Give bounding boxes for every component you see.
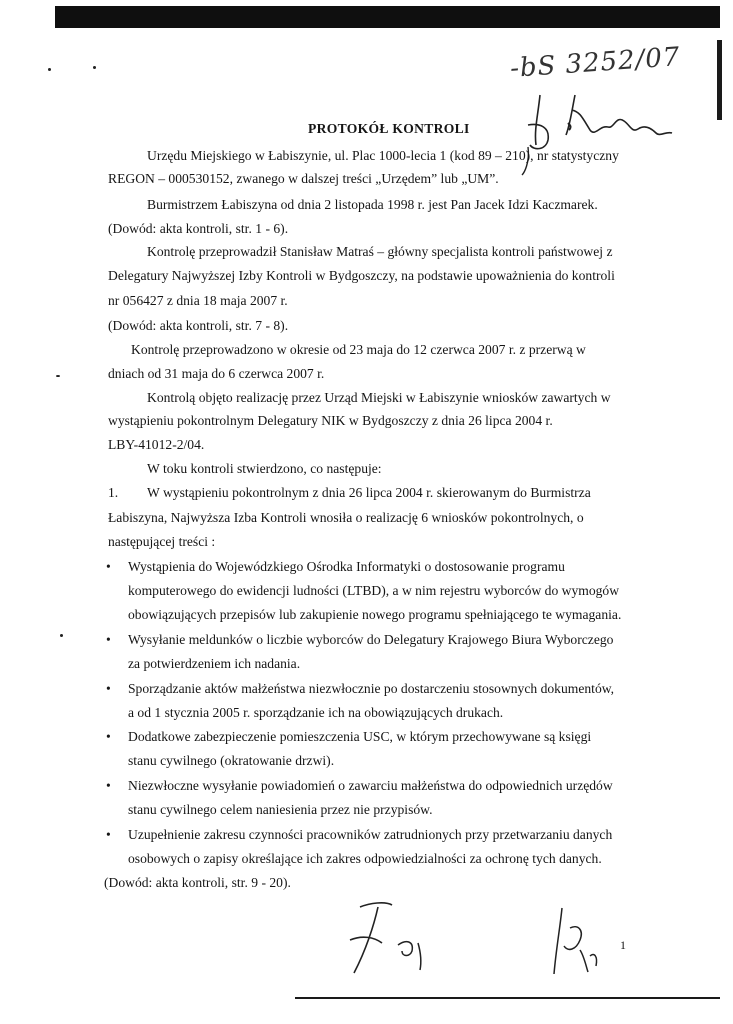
bullet-symbol: • — [106, 827, 111, 842]
bullet-symbol: • — [106, 559, 111, 574]
bullet-line: za potwierdzeniem ich nadania. — [128, 656, 301, 671]
paragraph-line: wystąpieniu pokontrolnym Delegatury NIK w Bydgoszczy z dnia 26 lipca 2004 r. — [108, 413, 553, 428]
bullet-line: Niezwłoczne wysyłanie powiadomień o zawarciu małżeństwa do odpowiednich urzędów — [128, 778, 613, 793]
scan-speck — [56, 375, 60, 377]
bullet-line: Sporządzanie aktów małżeństwa niezwłocznie po dostarczeniu stosownych dokumentów, — [128, 681, 615, 696]
bullet-symbol: • — [106, 729, 111, 744]
bullet-line: Dodatkowe zabezpieczenie pomieszczenia USC, w którym przechowywane są księgi — [128, 729, 592, 744]
paragraph-line: Burmistrzem Łabiszyna od dnia 2 listopada 1998 r. jest Pan Jacek Idzi Kaczmarek. — [147, 197, 598, 212]
scan-speck — [48, 68, 51, 71]
bullet-line: Wysyłanie meldunków o liczbie wyborców do Delegatury Krajowego Biura Wyborczego — [128, 632, 614, 647]
paragraph-line: dniach od 31 maja do 6 czerwca 2007 r. — [108, 366, 325, 381]
paragraph-line: nr 056427 z dnia 18 maja 2007 r. — [108, 293, 288, 308]
paragraph-line: Kontrolę przeprowadzono w okresie od 23 maja do 12 czerwca 2007 r. z przerwą w — [131, 342, 586, 357]
paragraph-line: Kontrolą objęto realizację przez Urząd Miejski w Łabiszynie wniosków zawartych w — [147, 390, 611, 405]
evidence-note: (Dowód: akta kontroli, str. 7 - 8). — [108, 318, 289, 333]
paragraph-line: Urzędu Miejskiego w Łabiszynie, ul. Plac 1000-lecia 1 (kod 89 – 210), nr statystyczny — [147, 148, 619, 163]
paragraph-line: W toku kontroli stwierdzono, co następuje: — [147, 461, 382, 476]
bullet-symbol: • — [106, 632, 111, 647]
scan-artifact-right-edge — [717, 40, 722, 120]
bullet-line: stanu cywilnego (okratowanie drzwi). — [128, 753, 335, 768]
bullet-symbol: • — [106, 681, 111, 696]
bullet-line: komputerowego do ewidencji ludności (LTBD), a w nim rejestru wyborców do wymogów — [128, 583, 620, 598]
bottom-rule — [295, 997, 720, 999]
bullet-line: obowiązujących przepisów lub zakupienie nowego programu spełniającego te wymagania. — [128, 607, 622, 622]
scan-artifact-top-bar — [55, 6, 720, 28]
paragraph-line: W wystąpieniu pokontrolnym z dnia 26 lipca 2004 r. skierowanym do Burmistrza — [147, 485, 591, 500]
closing-evidence-note: (Dowód: akta kontroli, str. 9 - 20). — [104, 875, 291, 890]
bullet-line: stanu cywilnego celem naniesienia przez nie przypisów. — [128, 802, 433, 817]
scan-speck — [60, 634, 63, 637]
bullet-line: osobowych o zapisy określające ich zakres odpowiedzialności za ochronę tych danych. — [128, 851, 602, 866]
bullet-line: Wystąpienia do Wojewódzkiego Ośrodka Informatyki o dostosowanie programu — [128, 559, 565, 574]
bullet-line: Uzupełnienie zakresu czynności pracowników zatrudnionych przy przetwarzaniu danych — [128, 827, 613, 842]
paragraph-line: Łabiszyna, Najwyższa Izba Kontroli wnosiła o realizację 6 wniosków pokontrolnych, o — [108, 510, 584, 525]
page-number: 1 — [620, 938, 626, 952]
handwritten-signature-top — [520, 85, 695, 190]
paragraph-line: REGON – 000530152, zwanego w dalszej treści „Urzędem” lub „UM”. — [108, 171, 499, 186]
handwritten-reference-number: -bS 3252/07 — [509, 42, 682, 84]
paragraph-line: LBY-41012-2/04. — [108, 437, 205, 452]
document-title: PROTOKÓŁ KONTROLI — [308, 121, 470, 136]
handwritten-signature-bottom-left — [330, 895, 440, 980]
bullet-line: a od 1 stycznia 2005 r. sporządzanie ich na obowiązujących drukach. — [128, 705, 504, 720]
bullet-symbol: • — [106, 778, 111, 793]
paragraph-line: Delegatury Najwyższej Izby Kontroli w Bydgoszczy, na podstawie upoważnienia do kontroli — [108, 268, 615, 283]
paragraph-line: Kontrolę przeprowadził Stanisław Matraś – główny specjalista kontroli państwowej z — [147, 244, 613, 259]
handwritten-signature-bottom-right — [540, 900, 610, 980]
paragraph-line: następującej treści : — [108, 534, 216, 549]
section-number: 1. — [108, 485, 119, 500]
evidence-note: (Dowód: akta kontroli, str. 1 - 6). — [108, 221, 289, 236]
scan-speck — [93, 66, 96, 69]
